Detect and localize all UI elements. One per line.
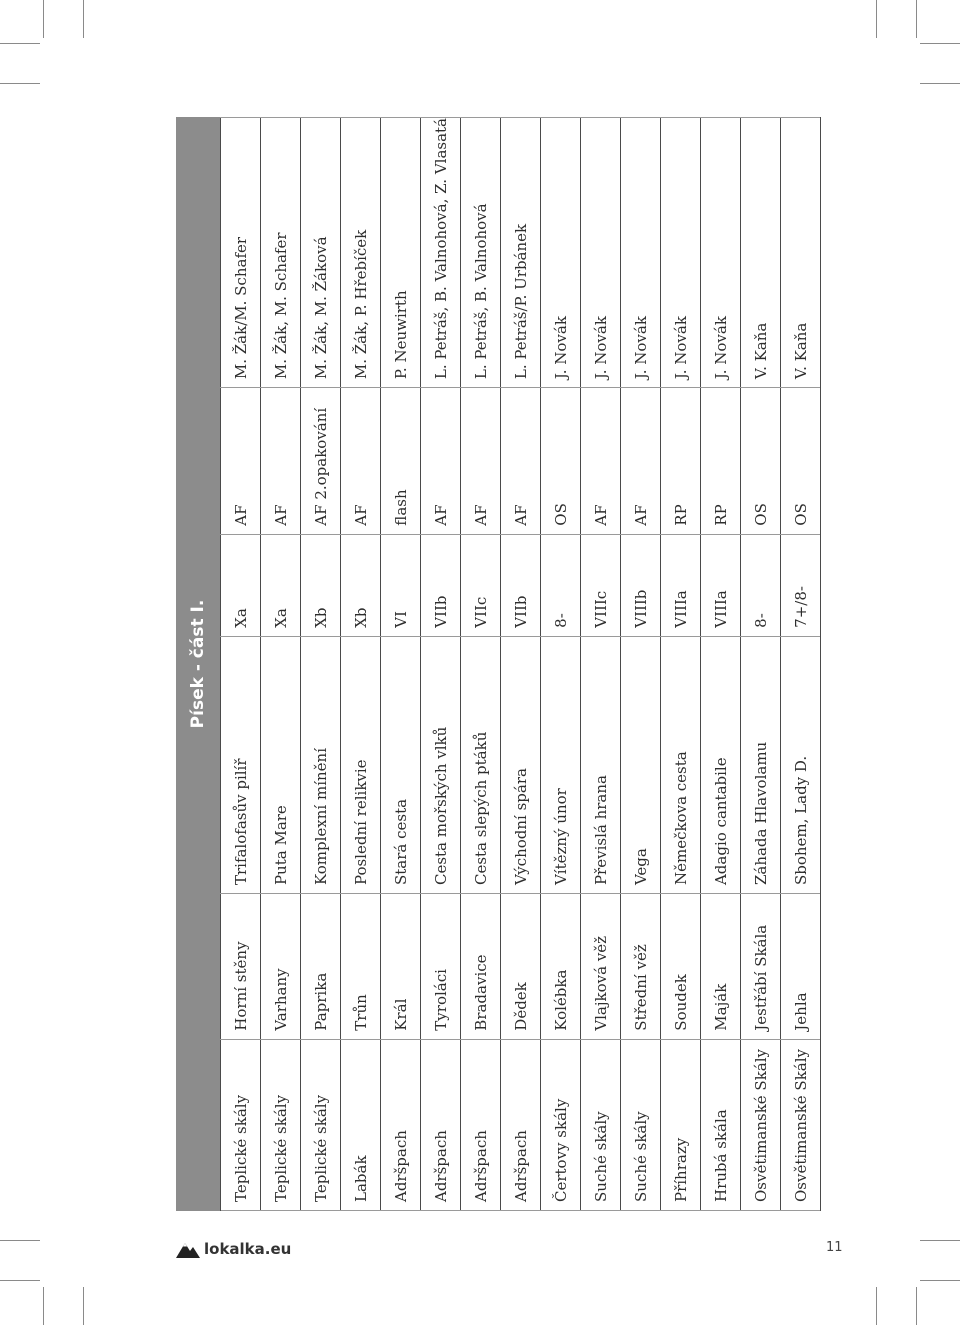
tower-cell: Kolébka <box>541 894 581 1040</box>
style-cell: OS <box>781 388 821 535</box>
style-cell: OS <box>541 388 581 535</box>
logo <box>176 1238 291 1260</box>
grade-cell: Xa <box>261 534 301 636</box>
mountain-logo-icon <box>176 1240 200 1258</box>
tower-cell: Jestřábí Skála <box>741 894 781 1040</box>
grade-cell: VIIIa <box>661 534 701 636</box>
area-cell: Teplické skály <box>221 1039 261 1210</box>
table-row <box>741 118 781 1211</box>
area-cell: Teplické skály <box>261 1039 301 1210</box>
climbers-cell: J. Novák <box>541 118 581 388</box>
climbers-cell: M. Žák, M. Žáková <box>301 118 341 388</box>
tower-cell: Bradavice <box>461 894 501 1040</box>
table-row <box>381 118 421 1211</box>
page-title: Písek - část I. <box>188 599 208 729</box>
climbers-cell: L. Petráš, B. Valnohová <box>461 118 501 388</box>
style-cell: flash <box>381 388 421 535</box>
grade-cell: Xb <box>341 534 381 636</box>
climbers-cell: L. Petráš, B. Valnohová, Z. Vlasatá <box>421 118 461 388</box>
table-row <box>301 118 341 1211</box>
area-cell: Labák <box>341 1039 381 1210</box>
grade-cell: Xa <box>221 534 261 636</box>
table-row <box>701 118 741 1211</box>
table-row <box>581 118 621 1211</box>
crop-mark <box>920 43 960 44</box>
area-cell: Teplické skály <box>301 1039 341 1210</box>
style-cell: OS <box>741 388 781 535</box>
crop-mark <box>920 1240 960 1241</box>
area-cell: Suché skály <box>581 1039 621 1210</box>
grade-cell: VIIIb <box>621 534 661 636</box>
grade-cell: 8- <box>741 534 781 636</box>
tower-cell: Maják <box>701 894 741 1040</box>
grade-cell: VI <box>381 534 421 636</box>
style-cell: AF <box>421 388 461 535</box>
crop-mark <box>43 0 44 38</box>
grade-cell: VIIb <box>501 534 541 636</box>
crop-mark <box>0 1280 40 1281</box>
crop-mark <box>83 1287 84 1325</box>
route-cell: Poslední relikvie <box>341 636 381 893</box>
route-cell: Komplexní mínění <box>301 636 341 893</box>
title-band <box>176 117 220 1211</box>
tower-cell: Horní stěny <box>221 894 261 1040</box>
crop-mark <box>920 1280 960 1281</box>
crop-mark <box>0 43 40 44</box>
route-cell: Vega <box>621 636 661 893</box>
tower-cell: Trůn <box>341 894 381 1040</box>
area-cell: Adršpach <box>501 1039 541 1210</box>
route-cell: Východní spára <box>501 636 541 893</box>
tower-cell: Varhany <box>261 894 301 1040</box>
area-cell: Adršpach <box>421 1039 461 1210</box>
table-row <box>221 118 261 1211</box>
grade-cell: 8- <box>541 534 581 636</box>
climbers-cell: V. Kaňa <box>741 118 781 388</box>
route-cell: Záhada Hlavolamu <box>741 636 781 893</box>
climbers-cell: J. Novák <box>661 118 701 388</box>
table-row <box>421 118 461 1211</box>
climbers-cell: P. Neuwirth <box>381 118 421 388</box>
table-row <box>781 118 821 1211</box>
route-cell: Cesta slepých ptáků <box>461 636 501 893</box>
grade-cell: VIIIa <box>701 534 741 636</box>
climbing-routes-table <box>220 117 821 1211</box>
area-cell: Suché skály <box>621 1039 661 1210</box>
grade-cell: Xb <box>301 534 341 636</box>
area-cell: Příhrazy <box>661 1039 701 1210</box>
style-cell: RP <box>661 388 701 535</box>
grade-cell: 7+/8- <box>781 534 821 636</box>
style-cell: AF 2.opakování <box>301 388 341 535</box>
tower-cell: Tyroláci <box>421 894 461 1040</box>
style-cell: AF <box>621 388 661 535</box>
tower-cell: Dědek <box>501 894 541 1040</box>
area-cell: Adršpach <box>461 1039 501 1210</box>
crop-mark <box>43 1287 44 1325</box>
style-cell: AF <box>501 388 541 535</box>
route-cell: Trifalofasův pilíř <box>221 636 261 893</box>
area-cell: Adršpach <box>381 1039 421 1210</box>
route-cell: Vítězný únor <box>541 636 581 893</box>
crop-mark <box>0 83 40 84</box>
grade-cell: VIIIc <box>581 534 621 636</box>
area-cell: Osvětimanské Skály <box>781 1039 821 1210</box>
tower-cell: Paprika <box>301 894 341 1040</box>
crop-mark <box>876 0 877 38</box>
climbers-cell: M. Žák, P. Hřebíček <box>341 118 381 388</box>
page-number: 11 <box>826 1240 843 1255</box>
area-cell: Hrubá skála <box>701 1039 741 1210</box>
tower-cell: Jehla <box>781 894 821 1040</box>
route-cell: Sbohem, Lady D. <box>781 636 821 893</box>
route-cell: Cesta mořských vlků <box>421 636 461 893</box>
grade-cell: VIIb <box>421 534 461 636</box>
style-cell: AF <box>581 388 621 535</box>
table-row <box>661 118 701 1211</box>
table-row <box>501 118 541 1211</box>
route-cell: Stará cesta <box>381 636 421 893</box>
table-row <box>461 118 501 1211</box>
area-cell: Čertovy skály <box>541 1039 581 1210</box>
climbers-cell: V. Kaňa <box>781 118 821 388</box>
style-cell: AF <box>461 388 501 535</box>
tower-cell: Střední věž <box>621 894 661 1040</box>
route-cell: Adagio cantabile <box>701 636 741 893</box>
tower-cell: Vlajková věž <box>581 894 621 1040</box>
climbers-cell: J. Novák <box>621 118 661 388</box>
route-cell: Převislá hrana <box>581 636 621 893</box>
climbers-cell: J. Novák <box>581 118 621 388</box>
style-cell: AF <box>261 388 301 535</box>
climbers-cell: M. Žák/M. Schafer <box>221 118 261 388</box>
crop-mark <box>0 1240 40 1241</box>
style-cell: AF <box>341 388 381 535</box>
logo-text: lokalka.eu <box>204 1240 292 1258</box>
style-cell: RP <box>701 388 741 535</box>
crop-mark <box>916 1287 917 1325</box>
style-cell: AF <box>221 388 261 535</box>
climbers-cell: M. Žák, M. Schafer <box>261 118 301 388</box>
crop-mark <box>83 0 84 38</box>
climbers-cell: J. Novák <box>701 118 741 388</box>
table-row <box>261 118 301 1211</box>
climbers-cell: L. Petráš/P. Urbánek <box>501 118 541 388</box>
table-body <box>221 118 821 1211</box>
table-row <box>621 118 661 1211</box>
table-row <box>341 118 381 1211</box>
rotated-table-page <box>176 117 838 1211</box>
route-cell: Puta Mare <box>261 636 301 893</box>
tower-cell: Král <box>381 894 421 1040</box>
table-row <box>541 118 581 1211</box>
crop-mark <box>916 0 917 38</box>
grade-cell: VIIc <box>461 534 501 636</box>
area-cell: Osvětimanské Skály <box>741 1039 781 1210</box>
crop-mark <box>920 83 960 84</box>
route-cell: Němečkova cesta <box>661 636 701 893</box>
crop-mark <box>876 1287 877 1325</box>
tower-cell: Soudek <box>661 894 701 1040</box>
